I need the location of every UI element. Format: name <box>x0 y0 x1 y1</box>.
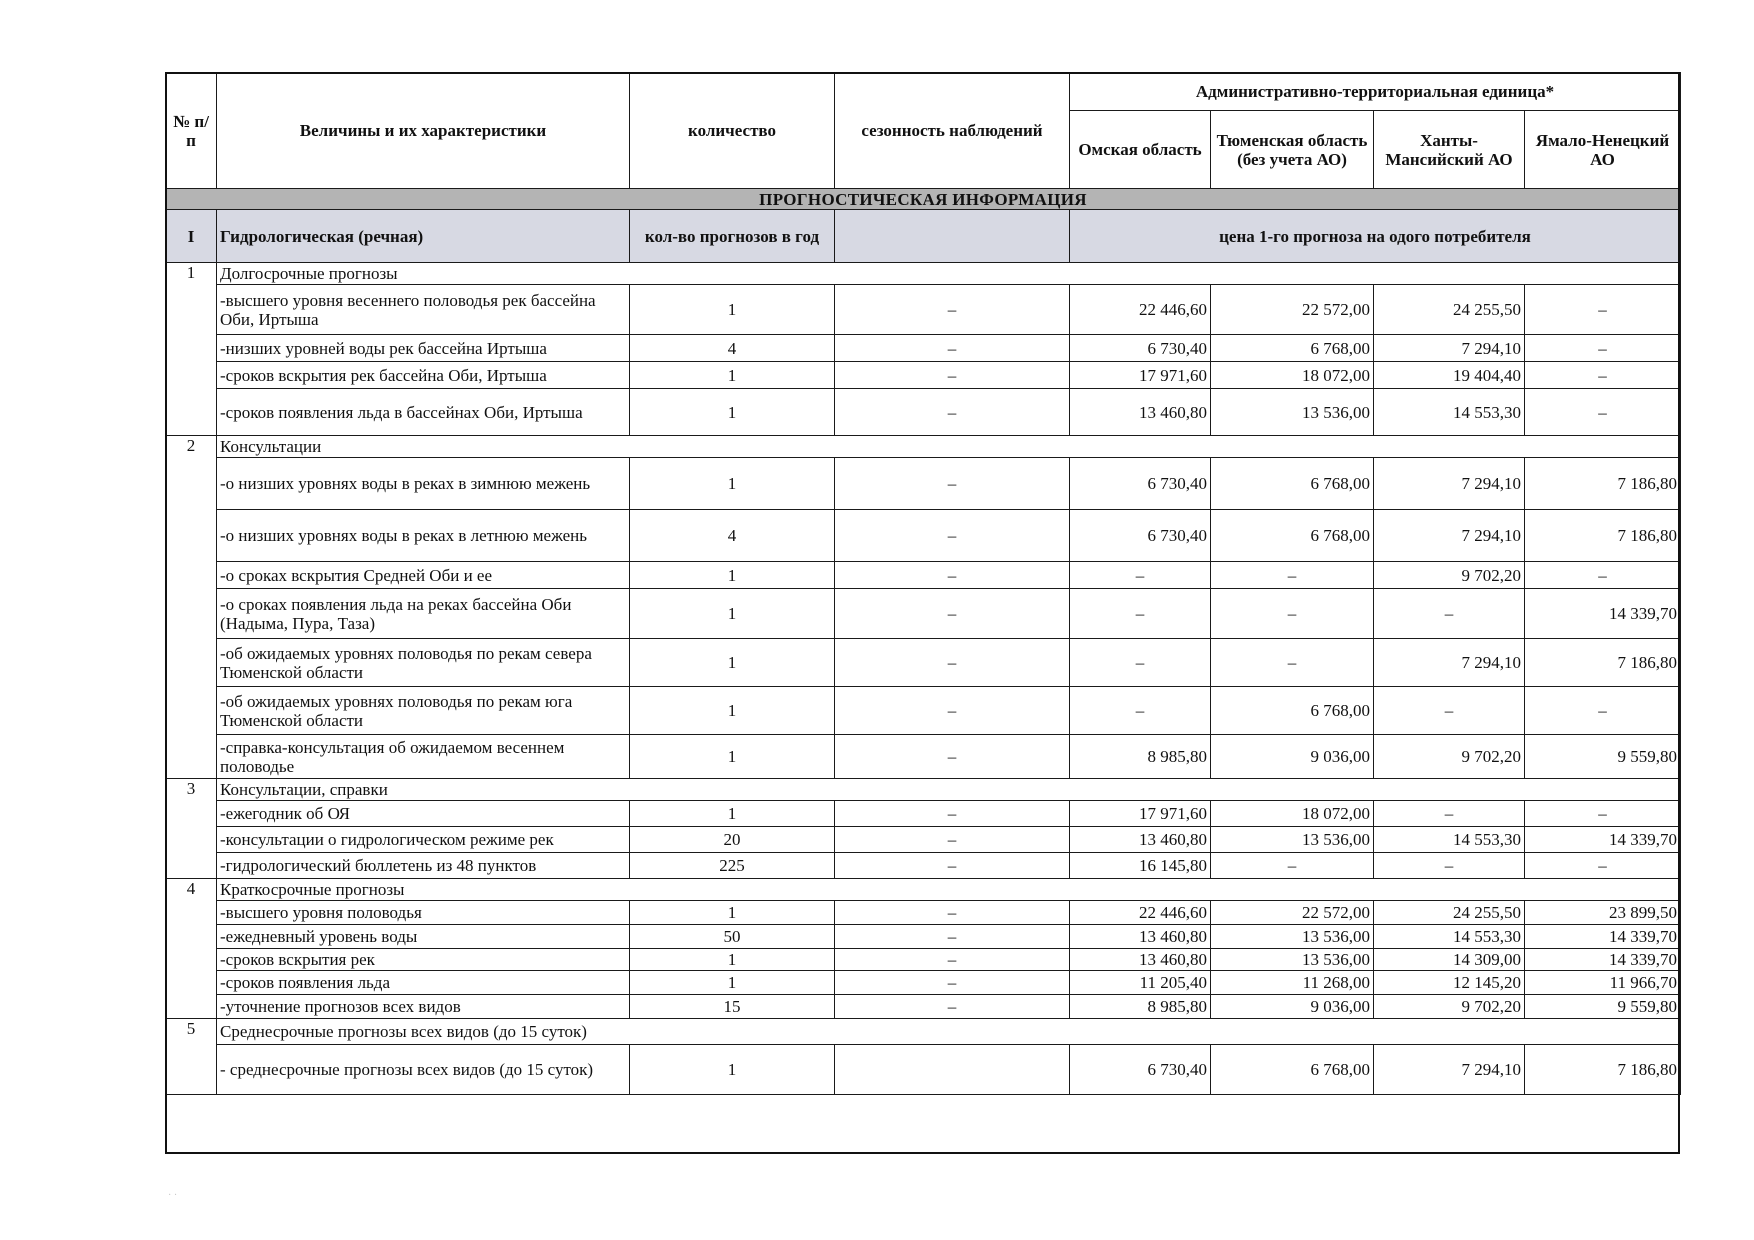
row-description: -о сроках появления льда на реках бассейна Оби (Надыма, Пура, Таза) <box>217 589 630 639</box>
row-price-khmao: – <box>1374 589 1525 639</box>
table-row <box>166 853 1681 879</box>
table-row <box>166 458 1681 510</box>
band-title: ПРОГНОСТИЧЕСКАЯ ИНФОРМАЦИЯ <box>166 189 1681 210</box>
row-price-khmao: 14 553,30 <box>1374 827 1525 853</box>
table-row <box>166 389 1681 436</box>
row-quantity: 1 <box>630 901 835 925</box>
header-seasonality: сезонность наблюдений <box>835 73 1070 189</box>
table-row <box>166 687 1681 735</box>
row-price-omsk: 22 446,60 <box>1070 901 1211 925</box>
row-seasonality: – <box>835 285 1070 335</box>
row-price-khmao: – <box>1374 801 1525 827</box>
price-table <box>165 72 1681 1095</box>
row-description: -о низших уровнях воды в реках в зимнюю межень <box>217 458 630 510</box>
row-description: -об ожидаемых уровнях половодья по рекам севера Тюменской области <box>217 639 630 687</box>
row-description: -о сроках вскрытия Средней Оби и ее <box>217 562 630 589</box>
row-num-cell <box>166 925 217 949</box>
section-price-label: цена 1-го прогноза на одого потребителя <box>1070 210 1681 263</box>
row-price-yanao: 14 339,70 <box>1525 589 1681 639</box>
row-seasonality: – <box>835 362 1070 389</box>
row-num-cell <box>166 589 217 639</box>
table-row <box>166 801 1681 827</box>
header-row-top <box>166 73 1681 111</box>
row-price-khmao: 9 702,20 <box>1374 735 1525 779</box>
row-price-tyumen: – <box>1211 639 1374 687</box>
row-num-cell <box>166 853 217 879</box>
row-price-khmao: 7 294,10 <box>1374 510 1525 562</box>
row-price-khmao: 7 294,10 <box>1374 458 1525 510</box>
row-seasonality: – <box>835 458 1070 510</box>
section-title: Гидрологическая (речная) <box>217 210 630 263</box>
row-seasonality: – <box>835 589 1070 639</box>
row-seasonality: – <box>835 735 1070 779</box>
row-price-yanao: 7 186,80 <box>1525 1045 1681 1095</box>
table-row <box>166 925 1681 949</box>
table-row <box>166 285 1681 335</box>
row-num-cell <box>166 639 217 687</box>
row-quantity: 1 <box>630 589 835 639</box>
row-price-khmao: 19 404,40 <box>1374 362 1525 389</box>
row-description: -сроков появления льда в бассейнах Оби, Иртыша <box>217 389 630 436</box>
row-price-tyumen: 18 072,00 <box>1211 362 1374 389</box>
row-price-tyumen: 6 768,00 <box>1211 458 1374 510</box>
row-num-cell <box>166 687 217 735</box>
row-quantity: 15 <box>630 995 835 1019</box>
table-row <box>166 971 1681 995</box>
group-num: 2 <box>166 436 217 458</box>
row-description: -ежедневный уровень воды <box>217 925 630 949</box>
row-price-tyumen: – <box>1211 589 1374 639</box>
row-price-omsk: 16 145,80 <box>1070 853 1211 879</box>
row-price-tyumen: 13 536,00 <box>1211 949 1374 971</box>
row-num-cell <box>166 458 217 510</box>
row-quantity: 1 <box>630 971 835 995</box>
row-description: -об ожидаемых уровнях половодья по рекам юга Тюменской области <box>217 687 630 735</box>
row-price-omsk: 13 460,80 <box>1070 389 1211 436</box>
row-num-cell <box>166 285 217 335</box>
row-description: -гидрологический бюллетень из 48 пунктов <box>217 853 630 879</box>
row-price-tyumen: 6 768,00 <box>1211 335 1374 362</box>
row-price-khmao: 14 553,30 <box>1374 389 1525 436</box>
row-quantity: 1 <box>630 735 835 779</box>
header-region-khmao: Ханты-Мансийский АО <box>1374 111 1525 189</box>
row-price-yanao: – <box>1525 562 1681 589</box>
row-price-yanao: 7 186,80 <box>1525 639 1681 687</box>
group-num: 5 <box>166 1019 217 1045</box>
row-seasonality: – <box>835 687 1070 735</box>
row-description: -низших уровней воды рек бассейна Иртыша <box>217 335 630 362</box>
row-quantity: 1 <box>630 362 835 389</box>
row-price-tyumen: 13 536,00 <box>1211 925 1374 949</box>
group-title: Среднесрочные прогнозы всех видов (до 15 суток) <box>217 1019 1681 1045</box>
row-price-khmao: 24 255,50 <box>1374 285 1525 335</box>
row-num-cell <box>166 971 217 995</box>
row-price-yanao: – <box>1525 389 1681 436</box>
row-num-cell <box>166 335 217 362</box>
row-price-khmao: 7 294,10 <box>1374 639 1525 687</box>
row-num-cell <box>166 949 217 971</box>
row-price-yanao: 14 339,70 <box>1525 949 1681 971</box>
row-price-tyumen: 13 536,00 <box>1211 827 1374 853</box>
row-price-khmao: 9 702,20 <box>1374 995 1525 1019</box>
group-num: 3 <box>166 779 217 801</box>
row-seasonality: – <box>835 335 1070 362</box>
header-num: № п/п <box>166 73 217 189</box>
row-price-tyumen: 22 572,00 <box>1211 901 1374 925</box>
row-description: -о низших уровнях воды в реках в летнюю межень <box>217 510 630 562</box>
row-num-cell <box>166 562 217 589</box>
row-price-omsk: 22 446,60 <box>1070 285 1211 335</box>
row-quantity: 1 <box>630 801 835 827</box>
row-quantity: 1 <box>630 562 835 589</box>
row-price-tyumen: 9 036,00 <box>1211 995 1374 1019</box>
group-title-row <box>166 436 1681 458</box>
row-price-yanao: – <box>1525 362 1681 389</box>
row-description: -сроков вскрытия рек <box>217 949 630 971</box>
row-price-omsk: 13 460,80 <box>1070 949 1211 971</box>
group-title: Консультации <box>217 436 1681 458</box>
row-price-omsk: 6 730,40 <box>1070 458 1211 510</box>
row-price-yanao: – <box>1525 335 1681 362</box>
table-row <box>166 1045 1681 1095</box>
table-row <box>166 827 1681 853</box>
section-row <box>166 210 1681 263</box>
row-quantity: 4 <box>630 510 835 562</box>
header-region-tyumen: Тюменская область (без учета АО) <box>1211 111 1374 189</box>
row-price-omsk: – <box>1070 687 1211 735</box>
row-price-yanao: – <box>1525 853 1681 879</box>
row-seasonality: – <box>835 827 1070 853</box>
row-seasonality <box>835 1045 1070 1095</box>
row-price-omsk: 8 985,80 <box>1070 735 1211 779</box>
row-quantity: 20 <box>630 827 835 853</box>
group-num: 1 <box>166 263 217 285</box>
row-num-cell <box>166 389 217 436</box>
row-price-khmao: 14 553,30 <box>1374 925 1525 949</box>
row-description: -высшего уровня половодья <box>217 901 630 925</box>
header-region-yanao: Ямало-Ненецкий АО <box>1525 111 1681 189</box>
row-price-khmao: 24 255,50 <box>1374 901 1525 925</box>
group-title-row <box>166 263 1681 285</box>
table-row <box>166 562 1681 589</box>
group-num: 4 <box>166 879 217 901</box>
row-price-yanao: 14 339,70 <box>1525 827 1681 853</box>
row-seasonality: – <box>835 901 1070 925</box>
row-num-cell <box>166 801 217 827</box>
header-region-omsk: Омская область <box>1070 111 1211 189</box>
band-row <box>166 189 1681 210</box>
row-description: -сроков вскрытия рек бассейна Оби, Иртыша <box>217 362 630 389</box>
row-price-yanao: 11 966,70 <box>1525 971 1681 995</box>
row-description: -консультации о гидрологическом режиме рек <box>217 827 630 853</box>
row-quantity: 1 <box>630 458 835 510</box>
row-price-omsk: – <box>1070 589 1211 639</box>
table-row <box>166 639 1681 687</box>
row-quantity: 4 <box>630 335 835 362</box>
row-num-cell <box>166 827 217 853</box>
row-price-tyumen: 6 768,00 <box>1211 510 1374 562</box>
row-price-omsk: – <box>1070 639 1211 687</box>
row-num-cell <box>166 735 217 779</box>
row-price-tyumen: 11 268,00 <box>1211 971 1374 995</box>
header-values: Величины и их характеристики <box>217 73 630 189</box>
row-num-cell <box>166 1045 217 1095</box>
row-quantity: 1 <box>630 949 835 971</box>
group-title: Краткосрочные прогнозы <box>217 879 1681 901</box>
row-price-yanao: 9 559,80 <box>1525 735 1681 779</box>
row-quantity: 1 <box>630 639 835 687</box>
row-num-cell <box>166 362 217 389</box>
row-price-omsk: 8 985,80 <box>1070 995 1211 1019</box>
row-num-cell <box>166 995 217 1019</box>
row-price-yanao: – <box>1525 801 1681 827</box>
row-price-tyumen: – <box>1211 853 1374 879</box>
row-price-khmao: – <box>1374 853 1525 879</box>
row-description: -справка-консультация об ожидаемом весеннем половодье <box>217 735 630 779</box>
row-price-omsk: 13 460,80 <box>1070 925 1211 949</box>
row-quantity: 50 <box>630 925 835 949</box>
header-quantity: количество <box>630 73 835 189</box>
row-price-omsk: – <box>1070 562 1211 589</box>
row-description: -ежегодник об ОЯ <box>217 801 630 827</box>
row-price-tyumen: 6 768,00 <box>1211 1045 1374 1095</box>
row-quantity: 1 <box>630 687 835 735</box>
row-price-tyumen: 22 572,00 <box>1211 285 1374 335</box>
row-price-omsk: 11 205,40 <box>1070 971 1211 995</box>
row-price-omsk: 17 971,60 <box>1070 801 1211 827</box>
row-price-khmao: 14 309,00 <box>1374 949 1525 971</box>
group-title-row <box>166 779 1681 801</box>
row-seasonality: – <box>835 925 1070 949</box>
row-description: -высшего уровня весеннего половодья рек бассейна Оби, Иртыша <box>217 285 630 335</box>
row-seasonality: – <box>835 639 1070 687</box>
row-seasonality: – <box>835 853 1070 879</box>
section-num: I <box>166 210 217 263</box>
row-price-omsk: 6 730,40 <box>1070 335 1211 362</box>
row-seasonality: – <box>835 995 1070 1019</box>
row-price-yanao: 7 186,80 <box>1525 510 1681 562</box>
table-row <box>166 510 1681 562</box>
row-price-tyumen: – <box>1211 562 1374 589</box>
section-qty-label: кол-во прогнозов в год <box>630 210 835 263</box>
table-row <box>166 901 1681 925</box>
group-title: Консультации, справки <box>217 779 1681 801</box>
row-price-yanao: 14 339,70 <box>1525 925 1681 949</box>
row-quantity: 1 <box>630 1045 835 1095</box>
row-price-yanao: – <box>1525 285 1681 335</box>
row-price-tyumen: 9 036,00 <box>1211 735 1374 779</box>
row-seasonality: – <box>835 389 1070 436</box>
row-price-yanao: 9 559,80 <box>1525 995 1681 1019</box>
row-price-khmao: 12 145,20 <box>1374 971 1525 995</box>
row-num-cell <box>166 901 217 925</box>
row-price-khmao: 7 294,10 <box>1374 1045 1525 1095</box>
row-price-khmao: 7 294,10 <box>1374 335 1525 362</box>
table-row <box>166 949 1681 971</box>
row-price-tyumen: 18 072,00 <box>1211 801 1374 827</box>
section-empty <box>835 210 1070 263</box>
group-title: Долгосрочные прогнозы <box>217 263 1681 285</box>
row-price-khmao: 9 702,20 <box>1374 562 1525 589</box>
row-price-tyumen: 13 536,00 <box>1211 389 1374 436</box>
row-description: - среднесрочные прогнозы всех видов (до 15 суток) <box>217 1045 630 1095</box>
table-row <box>166 995 1681 1019</box>
row-quantity: 1 <box>630 285 835 335</box>
row-price-omsk: 13 460,80 <box>1070 827 1211 853</box>
row-price-omsk: 6 730,40 <box>1070 510 1211 562</box>
row-seasonality: – <box>835 510 1070 562</box>
row-description: -сроков появления льда <box>217 971 630 995</box>
row-price-khmao: – <box>1374 687 1525 735</box>
row-num-cell <box>166 510 217 562</box>
row-price-omsk: 6 730,40 <box>1070 1045 1211 1095</box>
row-quantity: 225 <box>630 853 835 879</box>
group-title-row <box>166 879 1681 901</box>
group-title-row <box>166 1019 1681 1045</box>
row-price-yanao: 23 899,50 <box>1525 901 1681 925</box>
row-price-omsk: 17 971,60 <box>1070 362 1211 389</box>
row-seasonality: – <box>835 949 1070 971</box>
row-price-yanao: – <box>1525 687 1681 735</box>
table-row <box>166 335 1681 362</box>
row-seasonality: – <box>835 971 1070 995</box>
row-seasonality: – <box>835 562 1070 589</box>
row-description: -уточнение прогнозов всех видов <box>217 995 630 1019</box>
scan-specks: · · <box>168 1190 178 1201</box>
header-admin-unit: Административно-территориальная единица* <box>1070 73 1681 111</box>
table-row <box>166 735 1681 779</box>
table-row <box>166 589 1681 639</box>
row-price-yanao: 7 186,80 <box>1525 458 1681 510</box>
row-price-tyumen: 6 768,00 <box>1211 687 1374 735</box>
row-quantity: 1 <box>630 389 835 436</box>
table-row <box>166 362 1681 389</box>
row-seasonality: – <box>835 801 1070 827</box>
